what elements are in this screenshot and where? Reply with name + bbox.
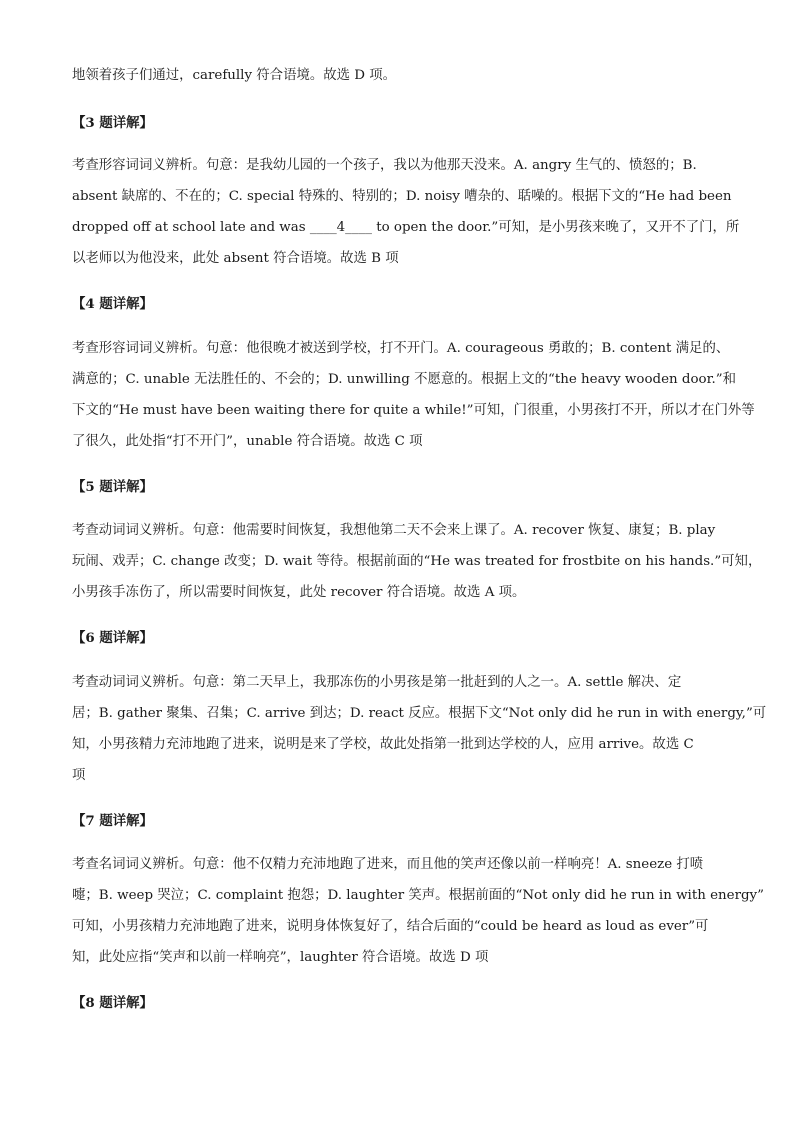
section-6-line-2: 居；B. gather 聚集、召集；C. arrive 到达；D. react 反应。根据下文“Not only did he run in with energy,”可 <box>72 706 767 721</box>
section-7-heading: 【7 题详解】 <box>72 813 153 829</box>
section-6-line-3: 知，小男孩精力充沛地跑了进来，说明是来了学校，故此处指第一批到达学校的人，应用 arrive。故选 C <box>72 737 694 752</box>
section-6-heading: 【6 题详解】 <box>72 630 153 646</box>
section-4-line-2: 满意的；C. unable 无法胜任的、不会的；D. unwilling 不愿意的。根据上文的“the heavy wooden door.”和 <box>72 372 737 387</box>
section-3-heading: 【3 题详解】 <box>72 115 153 131</box>
section-3-line-3: dropped off at school late and was ____4____ to open the door.”可知，是小男孩来晚了，又开不了门，所 <box>72 220 740 235</box>
section-5-heading: 【5 题详解】 <box>72 479 153 495</box>
section-7-line-4: 知，此处应指“笑声和以前一样响亮”，laughter 符合语境。故选 D 项 <box>72 950 489 965</box>
section-6-line-1: 考查动词词义辨析。句意：第二天早上，我那冻伤的小男孩是第一批赶到的人之一。A. settle 解决、定 <box>72 675 682 690</box>
section-5-line-2: 玩闹、戏弄；C. change 改变；D. wait 等待。根据前面的“He was treated for frostbite on his hands.”可知， <box>72 554 762 569</box>
intro-line: 地领着孩子们通过，carefully 符合语境。故选 D 项。 <box>72 68 397 83</box>
section-5-line-3: 小男孩手冻伤了，所以需要时间恢复，此处 recover 符合语境。故选 A 项。 <box>72 585 526 600</box>
section-7-line-3: 可知，小男孩精力充沛地跑了进来，说明身体恢复好了，结合后面的“could be heard as loud as ever”可 <box>72 919 709 934</box>
section-7-line-2: 嚏；B. weep 哭泣；C. complaint 抱怨；D. laughter 笑声。根据前面的“Not only did he run in with energy” <box>72 888 764 903</box>
section-5-line-1: 考查动词词义辨析。句意：他需要时间恢复，我想他第二天不会来上课了。A. recover 恢复、康复；B. play <box>72 523 716 538</box>
section-8-heading: 【8 题详解】 <box>72 995 153 1011</box>
section-3-line-2: absent 缺席的、不在的；C. special 特殊的、特别的；D. noisy 嘈杂的、聒噪的。根据下文的“He had been <box>72 189 732 204</box>
section-4-line-4: 了很久，此处指“打不开门”，unable 符合语境。故选 C 项 <box>72 434 423 449</box>
section-4-line-3: 下文的“He must have been waiting there for quite a while!”可知，门很重，小男孩打不开，所以才在门外等 <box>72 403 755 418</box>
section-7-line-1: 考查名词词义辨析。句意：他不仅精力充沛地跑了进来，而且他的笑声还像以前一样响亮！A. sneeze 打喷 <box>72 857 704 872</box>
section-6-line-4: 项 <box>72 768 86 783</box>
section-4-heading: 【4 题详解】 <box>72 296 153 312</box>
section-3-line-1: 考查形容词词义辨析。句意：是我幼儿园的一个孩子，我以为他那天没来。A. angry 生气的、愤怒的；B. <box>72 158 697 173</box>
section-4-line-1: 考查形容词词义辨析。句意：他很晚才被送到学校，打不开门。A. courageous 勇敢的；B. content 满足的、 <box>72 341 730 356</box>
section-3-line-4: 以老师以为他没来，此处 absent 符合语境。故选 B 项 <box>72 251 399 266</box>
